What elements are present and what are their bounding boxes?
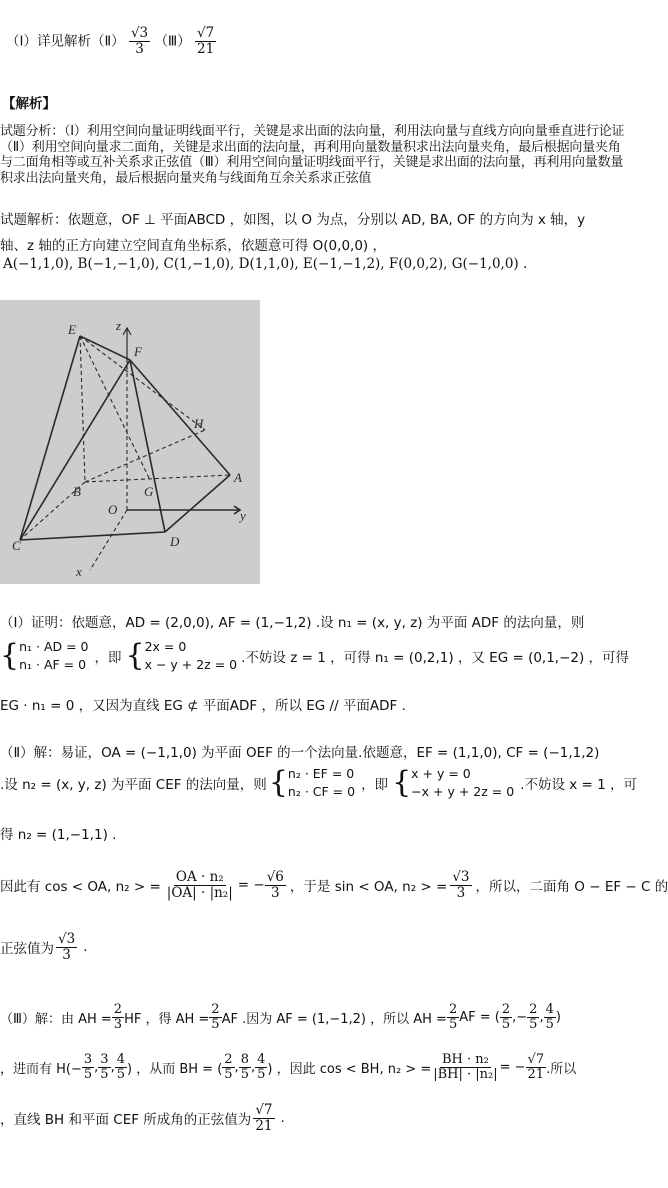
answer-2-fraction <box>129 26 150 57</box>
part3-line-1: （Ⅲ）解：由 AH = $\frac{2}{3}$ HF ，得 AH = $\frac{2}{5}$ AF .因为 AF = (1,−1,2) ，所以 AH = $\frac{2}{5}$ AF = ( $\frac{2}{5}$ ,− $\frac{2}{5}$ , $\frac{4}{5}$ ) <box>0 1002 561 1033</box>
part2-rest: .不妨设 x = 1 ，可 <box>520 777 638 793</box>
edge-EC <box>20 336 80 540</box>
part3-frac-1-den: 3 <box>113 1017 123 1033</box>
analysis-heading: 【解析】 <box>2 96 56 112</box>
part2-cos-fraction <box>165 870 235 901</box>
part3-l3-den: 21 <box>255 1117 273 1134</box>
part3-cos-num: BH · n₂ <box>441 1052 489 1067</box>
part3-b-2-den: 5 <box>240 1067 249 1083</box>
part3-frac-1 <box>112 1003 124 1033</box>
label-F: F <box>134 344 142 359</box>
part3-b-2-num: 8 <box>240 1052 249 1067</box>
part1-brace-1: { <box>0 638 20 673</box>
answer-line <box>6 26 216 57</box>
part3-h-1-num: 3 <box>83 1052 93 1067</box>
part3-cos-fraction <box>431 1053 499 1083</box>
label-C: C <box>12 538 21 553</box>
part1-sys2-eq-a: 2x = 0 <box>144 639 187 654</box>
part3-h-2-num: 3 <box>100 1052 109 1067</box>
answer-3-numerator: √7 <box>197 25 215 41</box>
part3-line-2: ，进而有 H(− $\frac{3}{5}$ , $\frac{3}{5}$ , $\frac{4}{5}$ ) ，从而 BH = ( $\frac{2}{5}$ , $\frac{8}{5}$ , $\frac{4}{5}$ ) ，因此 cos < BH, n₂ > = $\frac{\text{BH · n₂}}{\text{|BH| · |n₂|}}$ = − $\frac{√7}{21}$ .所以 <box>0 1052 577 1083</box>
edge-FD <box>130 360 165 532</box>
part2-cos-denominator: |OA| · |n₂| <box>166 884 233 901</box>
part3-vec-1 <box>500 1003 512 1033</box>
part3-cos-value <box>526 1053 547 1083</box>
part2-cos-line <box>0 870 668 901</box>
answer-3-denominator: 21 <box>197 40 215 57</box>
part3-l3-tail: . <box>280 1110 285 1127</box>
part3-h-3-num: 4 <box>116 1052 125 1067</box>
part3-cos-value-den: 21 <box>527 1067 545 1083</box>
part3-frac-2 <box>209 1003 221 1033</box>
part3-cos-equals: = − <box>499 1060 526 1076</box>
part2-brace-2: { <box>392 765 412 800</box>
part3-vec-1-num: 2 <box>501 1002 511 1017</box>
part2-final-line <box>0 932 88 963</box>
part2-final-num: √3 <box>58 931 76 947</box>
part3-b-3-den: 5 <box>257 1067 266 1083</box>
part2-cos-value-den: 3 <box>271 884 280 901</box>
part3-b-2 <box>239 1053 251 1083</box>
part3-l3-lead: ，直线 BH 和平面 CEF 所成角的正弦值为 <box>0 1112 252 1129</box>
part2-sys2-eq-a: x + y = 0 <box>411 766 471 781</box>
edge-BH <box>85 430 205 482</box>
part3-l3-fraction <box>253 1103 274 1134</box>
part2-sin-tail: ，所以，二面角 O − EF − C 的 <box>475 879 668 896</box>
part2-sys2-eq-b: −x + y + 2z = 0 <box>411 784 515 799</box>
answer-label-3: （Ⅲ） <box>154 33 191 50</box>
solution-intro-line-1: 试题解析：依题意，OF ⊥ 平面ABCD ，如图，以 O 为点，分别以 AD, BA, OF 的方向为 x 轴，y <box>0 212 586 228</box>
solution-intro-line-2: 轴、z 轴的正方向建立空间直角坐标系，依题意可得 O(0,0,0) ， <box>0 238 386 254</box>
analysis-text: 试题分析：（Ⅰ）利用空间向量证明线面平行，关键是求出面的法向量，利用法向量与直线方向向量垂直进行论证（Ⅱ）利用空间向量求二面角，关键是求出面的法向量，再利用向量数量积求出法向量夹角，最后根据向量夹角与二面角相等或互补关系求正弦值（Ⅲ）利用空间向量证明线面平行，关键是求出面的法向量，再利用向量数量积求出法向量夹角，最后根据向量夹角与线面角互余关系求正弦值 <box>0 124 625 186</box>
label-B: B <box>73 484 81 499</box>
part2-line-3: 得 n₂ = (1,−1,1) . <box>0 827 117 843</box>
edge-EB <box>80 336 85 482</box>
edge-CD <box>20 532 165 540</box>
part1-brace-2: { <box>125 638 145 673</box>
part2-sys1-eq-a: n₂ · EF = 0 <box>287 766 355 781</box>
edge-FA <box>130 360 230 475</box>
part3-b-1 <box>222 1053 234 1083</box>
label-G: G <box>144 484 154 499</box>
label-x: x <box>76 564 82 579</box>
part3-frac-1-num: 2 <box>113 1002 123 1017</box>
part3-h-3-den: 5 <box>116 1067 125 1083</box>
part2-sin-lead: ，于是 sin < OA, n₂ > = <box>289 879 448 896</box>
part3-text-4: ) <box>555 1010 561 1026</box>
part1-line-1: （Ⅰ）证明：依题意，AD = (2,0,0), AF = (1,−1,2) .设 n₁ = (x, y, z) 为平面 ADF 的法向量，则 <box>0 615 585 631</box>
part2-final-tail: . <box>83 939 88 956</box>
part2-sin-value <box>450 870 471 901</box>
part3-vec-2-num: 2 <box>529 1002 538 1017</box>
part3-l2-mid: ) ，从而 BH = ( <box>127 1062 223 1078</box>
part3-h-1 <box>82 1053 94 1083</box>
part3-h-2-den: 5 <box>100 1067 109 1083</box>
part3-frac-2-den: 5 <box>211 1017 220 1033</box>
part2-mid: ，即 <box>361 777 389 793</box>
edge-BA <box>85 475 230 482</box>
part3-lead: （Ⅲ）解：由 AH = <box>0 1012 112 1028</box>
part3-vec-3 <box>544 1003 556 1033</box>
part2-cos-value <box>265 870 286 901</box>
part3-frac-3-num: 2 <box>448 1002 458 1017</box>
part1-system-2 <box>145 638 238 674</box>
part3-b-3-num: 4 <box>257 1052 266 1067</box>
part2-system-2 <box>411 765 514 801</box>
part2-cos-value-num: √6 <box>266 869 284 885</box>
part2-sys1-eq-b: n₂ · CF = 0 <box>287 784 356 799</box>
edge-DA <box>165 475 230 532</box>
part3-vec-3-den: 5 <box>545 1017 554 1033</box>
part1-sys2-eq-b: x − y + 2z = 0 <box>144 657 238 672</box>
part3-vec-2-den: 5 <box>529 1017 538 1033</box>
part3-cos-value-num: √7 <box>527 1052 545 1067</box>
label-y: y <box>240 508 246 523</box>
solution-intro-line-3: A(−1,1,0), B(−1,−1,0), C(1,−1,0), D(1,1,0), E(−1,−1,2), F(0,0,2), G(−1,0,0) . <box>3 256 528 272</box>
part3-l2-after: ) ，因此 cos < BH, n₂ > = <box>267 1062 432 1078</box>
part3-frac-3-den: 5 <box>448 1017 458 1033</box>
part2-final-lead: 正弦值为 <box>0 941 54 958</box>
part3-text-2: AF .因为 AF = (1,−1,2) ，所以 AH = <box>221 1012 447 1028</box>
part1-system-1 <box>19 638 88 674</box>
part3-h-2 <box>98 1053 110 1083</box>
part3-vec-1-den: 5 <box>501 1017 511 1033</box>
part3-l2-lead: ，进而有 H(− <box>0 1062 82 1078</box>
part1-line-3: EG · n₁ = 0 ，又因为直线 EG ⊄ 平面ADF ，所以 EG // 平面ADF . <box>0 698 406 714</box>
answer-label-1-2: （Ⅰ）详见解析（Ⅱ） <box>6 33 125 50</box>
part2-sin-value-num: √3 <box>452 869 470 885</box>
part2-cos-equals: = − <box>237 877 265 894</box>
part1-line-2 <box>0 638 629 674</box>
part3-b-3 <box>255 1053 267 1083</box>
part3-text-1: HF ，得 AH = <box>124 1012 210 1028</box>
part3-frac-3 <box>447 1003 459 1033</box>
answer-3-fraction <box>195 26 216 57</box>
part1-sys1-eq-a: n₁ · AD = 0 <box>19 639 89 654</box>
label-O: O <box>108 502 118 517</box>
geometry-figure <box>0 300 260 584</box>
part1-sys1-eq-b: n₁ · AF = 0 <box>19 657 87 672</box>
part2-sin-value-den: 3 <box>456 884 466 901</box>
part3-l3-num: √7 <box>255 1102 273 1118</box>
part3-text-3: AF = ( <box>459 1010 500 1026</box>
part3-line-3 <box>0 1103 285 1134</box>
part2-final-den: 3 <box>62 946 71 963</box>
edge-EH <box>80 336 205 430</box>
part3-h-3 <box>115 1053 127 1083</box>
figure-svg <box>0 300 260 584</box>
part3-vec-3-num: 4 <box>545 1002 554 1017</box>
part3-b-1-den: 5 <box>224 1067 233 1083</box>
part3-cos-den: |BH| · |n₂| <box>433 1067 498 1083</box>
part2-lead: .设 n₂ = (x, y, z) 为平面 CEF 的法向量，则 <box>0 777 267 793</box>
part2-line-2 <box>0 765 637 801</box>
label-z: z <box>116 318 122 333</box>
part1-mid: ，即 <box>94 650 122 666</box>
label-A: A <box>234 470 242 485</box>
edge-EF <box>80 336 130 360</box>
part3-cos-tail: .所以 <box>546 1062 577 1078</box>
part1-rest: .不妨设 z = 1 ，可得 n₁ = (0,2,1) ，又 EG = (0,1,−2) ，可得 <box>241 650 630 666</box>
part3-b-1-num: 2 <box>224 1052 233 1067</box>
part2-cos-lead: 因此有 cos < OA, n₂ > = <box>0 879 161 896</box>
axis-x <box>90 510 127 570</box>
part2-brace-1: { <box>268 765 288 800</box>
label-D: D <box>170 534 180 549</box>
answer-2-denominator: 3 <box>135 40 144 57</box>
part3-vec-2 <box>527 1003 539 1033</box>
part2-system-1 <box>288 765 355 801</box>
part2-cos-numerator: OA · n₂ <box>175 869 224 885</box>
label-H: H <box>194 416 204 431</box>
part3-h-1-den: 5 <box>83 1067 93 1083</box>
part2-line-1: （Ⅱ）解：易证，OA = (−1,1,0) 为平面 OEF 的一个法向量.依题意，EF = (1,1,0), CF = (−1,1,2) <box>0 745 600 761</box>
part2-final-fraction <box>56 932 77 963</box>
answer-2-numerator: √3 <box>130 25 149 41</box>
part3-frac-2-num: 2 <box>211 1002 220 1017</box>
label-E: E <box>68 322 76 337</box>
